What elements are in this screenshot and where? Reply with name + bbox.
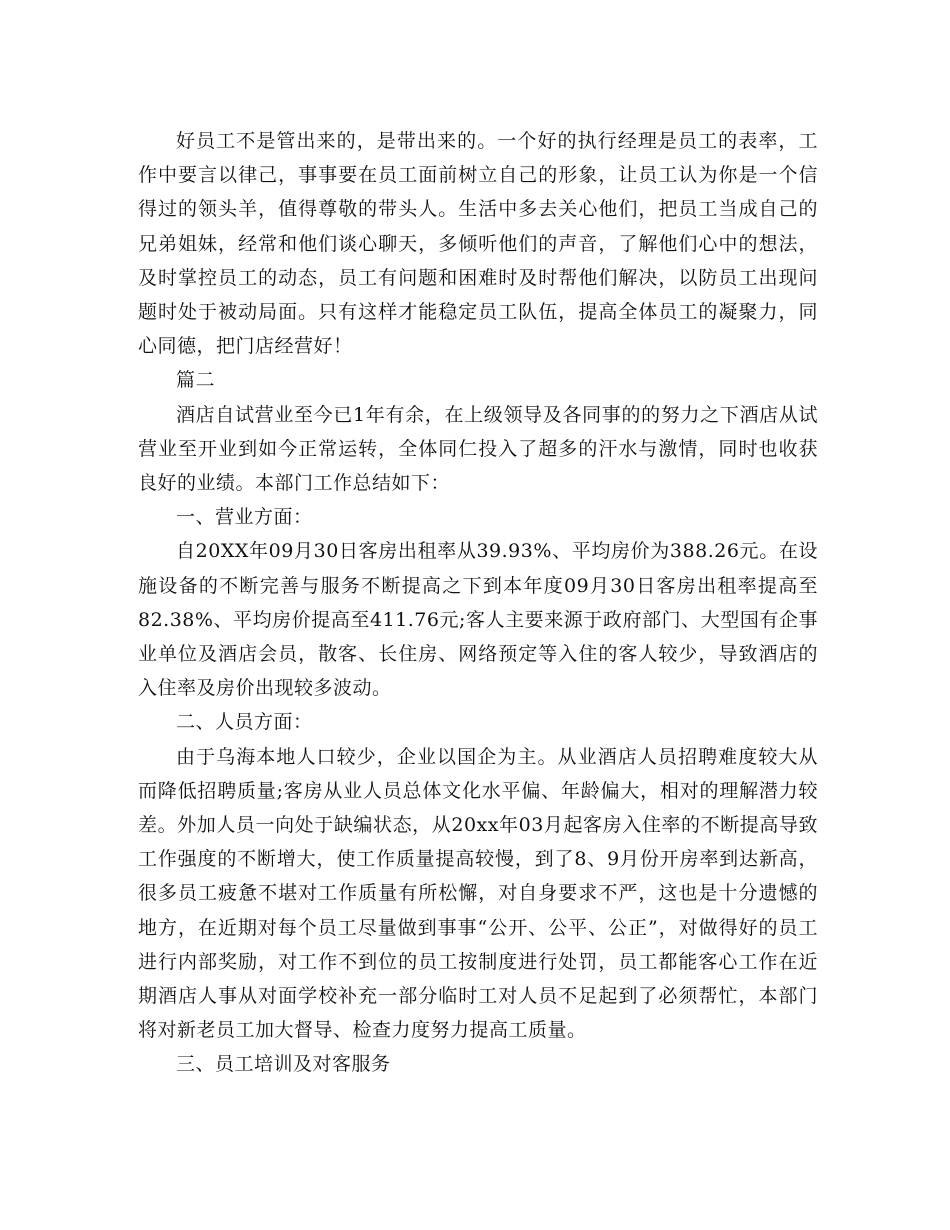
section-title-part-two: 篇二 [176,369,216,392]
paragraph-staff-leadership: 好员工不是管出来的，是带出来的。一个好的执行经理是员工的表率，工作中要言以律己，事事要在员工面前树立自己的形象，让员工认为你是一个信得过的领头羊，值得尊敬的带头人。生活中多去关心他们，把员工当成自己的兄弟姐妹，经常和他们谈心聊天，多倾听他们的声音，了解他们心中的想法，及时掌控员工的动态，员工有问题和困难时及时帮他们解决，以防员工出现问题时处于被动局面。只有这样才能稳定员工队伍，提高全体员工的凝聚力，同心同德，把门店经营好！ [138,130,818,358]
heading-personnel: 二、人员方面： [176,711,313,734]
heading-business: 一、营业方面： [176,506,313,529]
heading-training-service: 三、员工培训及对客服务 [176,1053,391,1076]
paragraph-business: 自20XX年09月30日客房出租率从39.93%、平均房价为388.26元。在设施设备的不断完善与服务不断提高之下到本年度09月30日客房出租率提高至82.38%、平均房价提高至411.76元;客人主要来源于政府部门、大型国有企事业单位及酒店会员，散客、长住房、网络预定等入住的客人较少，导致酒店的入住率及房价出现较多波动。 [138,540,818,700]
paragraph-personnel: 由于乌海本地人口较少，企业以国企为主。从业酒店人员招聘难度较大从而降低招聘质量;客房从业人员总体文化水平偏、年龄偏大，相对的理解潜力较差。外加人员一向处于缺编状态，从20xx年03月起客房入住率的不断提高导致工作强度的不断增大，使工作质量提高较慢，到了8、9月份开房率到达新高，很多员工疲惫不堪对工作质量有所松懈，对自身要求不严，这也是十分遗憾的地方，在近期对每个员工尽量做到事事“公开、公平、公正”，对做得好的员工进行内部奖励，对工作不到位的员工按制度进行处罚，员工都能客心工作在近期酒店人事从对面学校补充一部分临时工对人员不足起到了必须帮忙，本部门将对新老员工加大督导、检查力度努力提高工质量。 [138,745,818,1042]
paragraph-hotel-intro: 酒店自试营业至今已1年有余，在上级领导及各同事的的努力之下酒店从试营业至开业到如今正常运转，全体同仁投入了超多的汗水与激情，同时也收获良好的业绩。本部门工作总结如下： [138,403,818,495]
document-body [138,124,818,1082]
